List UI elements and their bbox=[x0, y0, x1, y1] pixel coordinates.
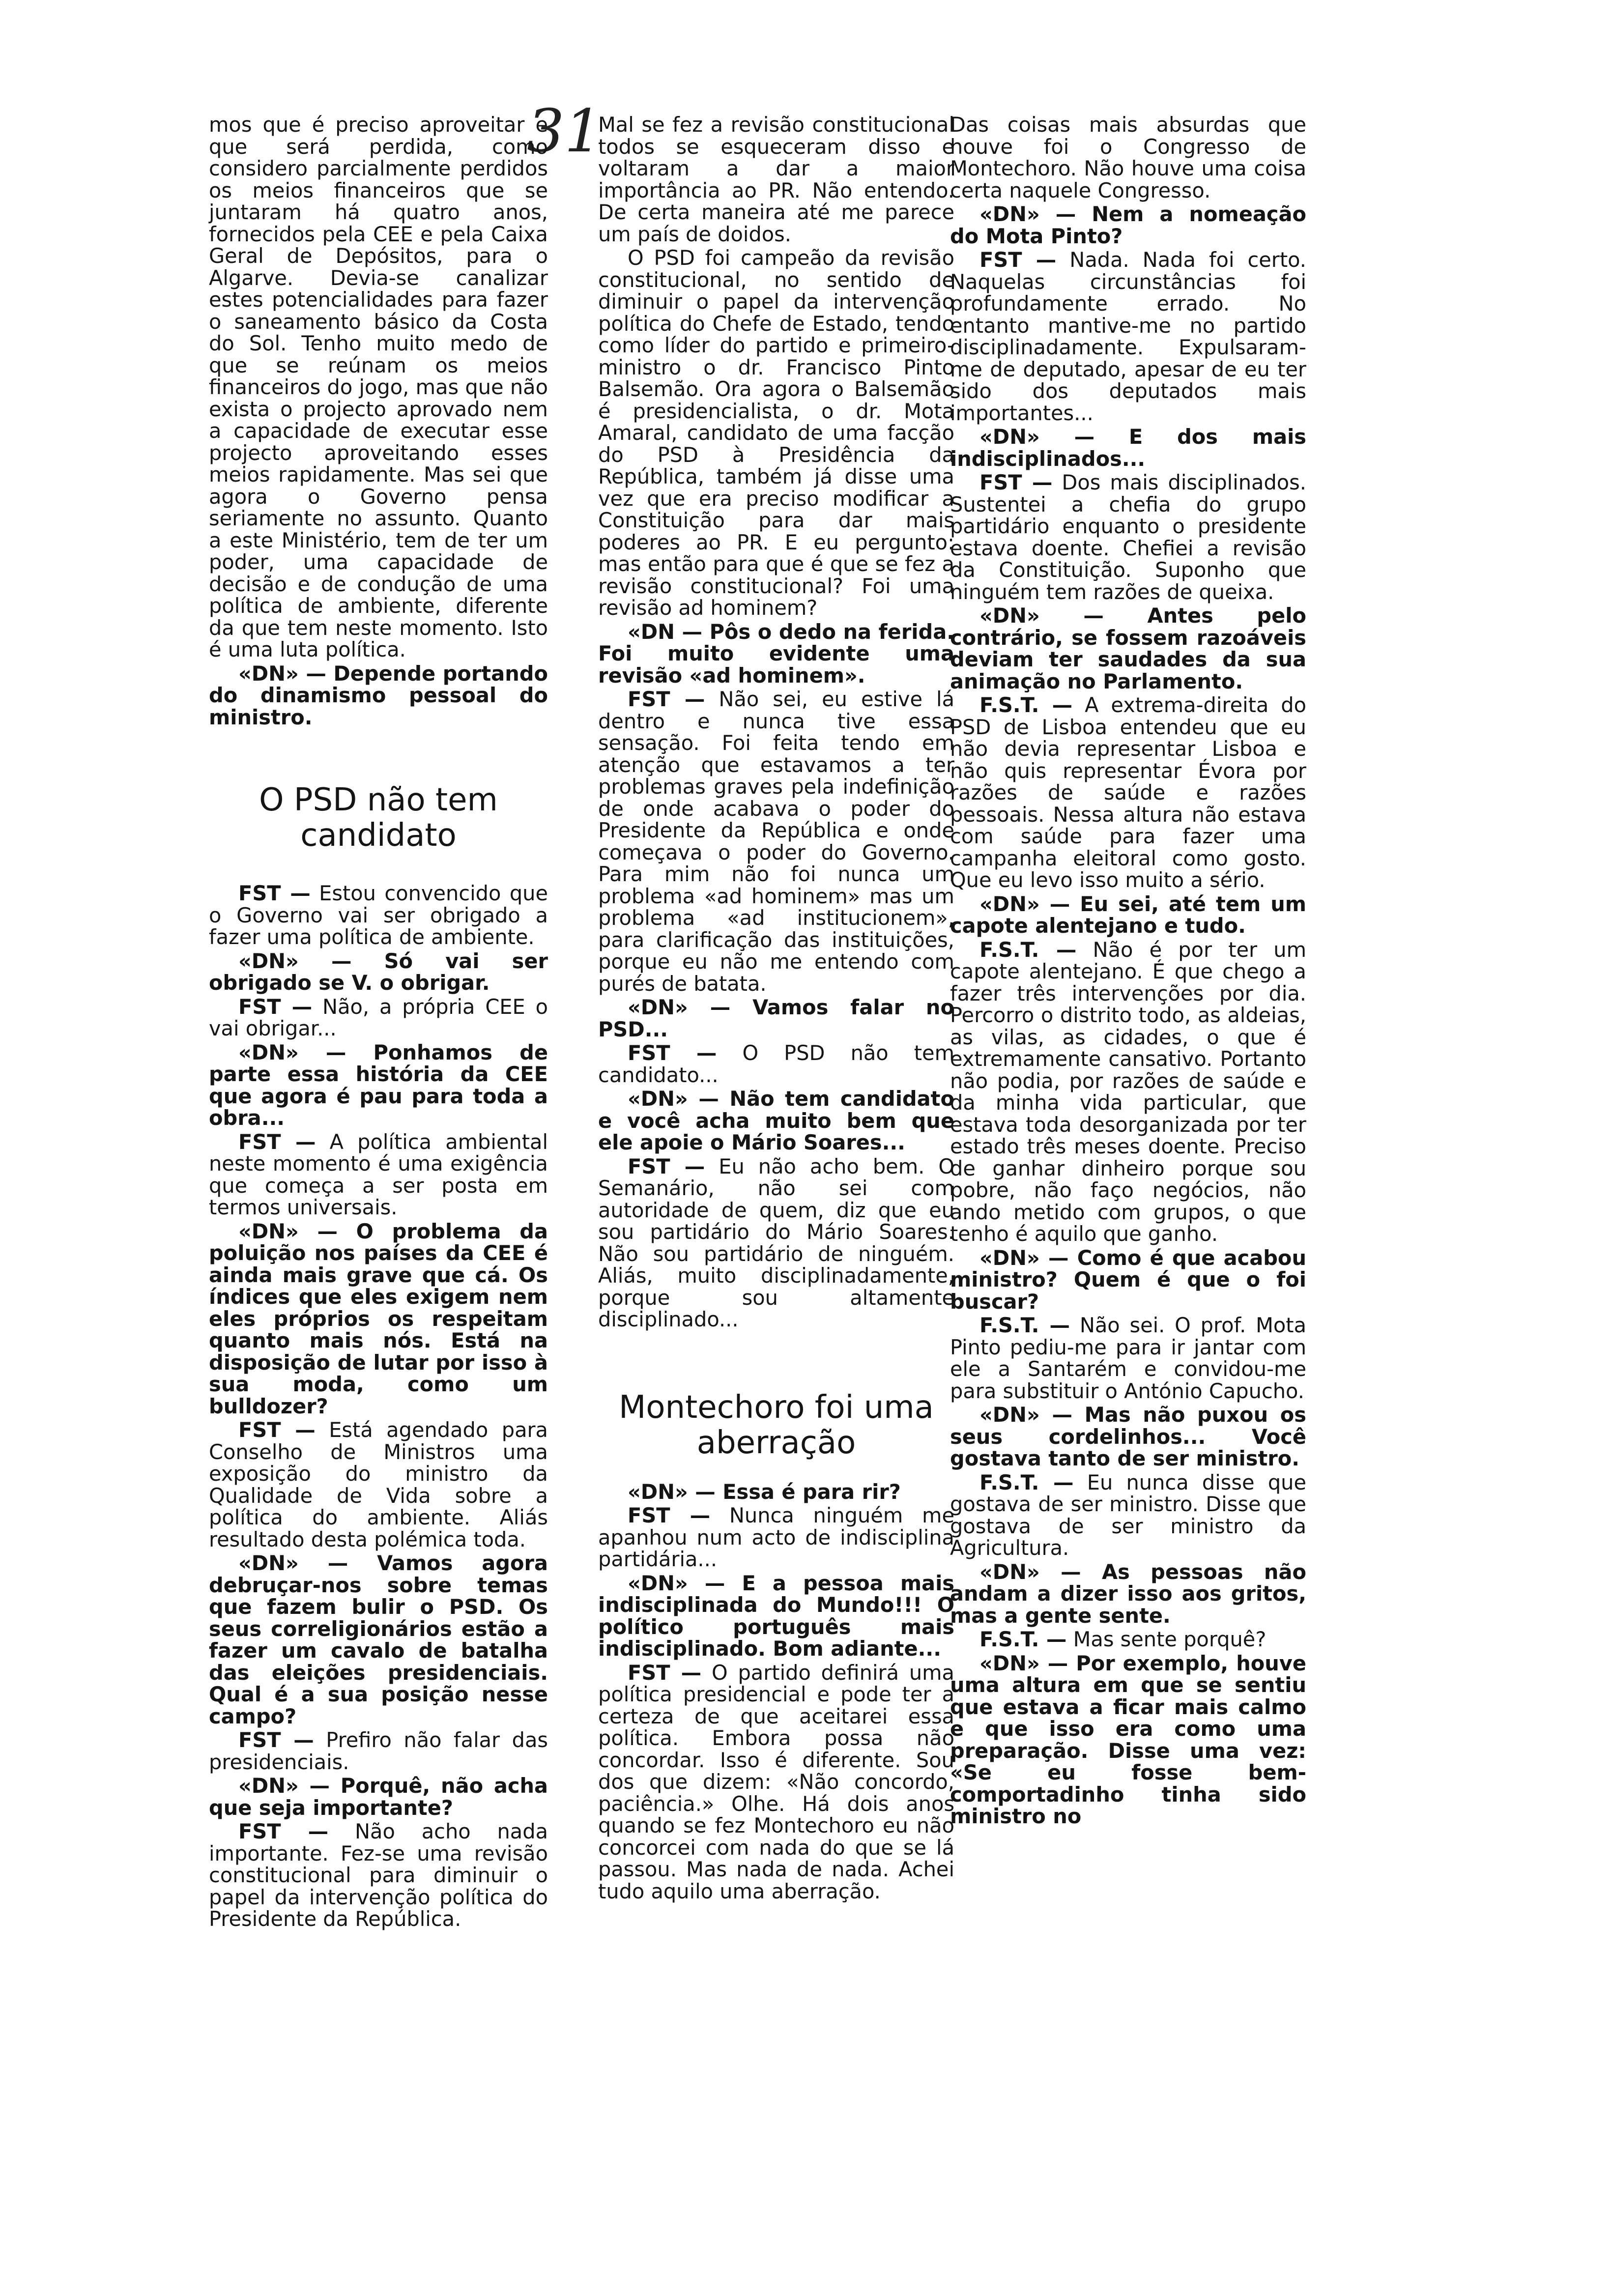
answer-text: Eu não acho bem. O Semanário, não sei com autoridade de quem, diz que eu sou partidário do Mário Soares. Não sou partidário de ninguém. Aliás, muito disciplinadamente, porque sou altamente disciplinado... bbox=[598, 1154, 954, 1331]
answer-text: Não sei. O prof. Mota Pinto pediu-me para ir jantar com ele a Santarém e convidou-me para substituir o António Capucho. bbox=[950, 1313, 1307, 1403]
interview-question: «DN» — Porquê, não acha que seja importante? bbox=[209, 1774, 548, 1820]
answer-text: Estou convencido que o Governo vai ser obrigado a fazer uma política de ambiente. bbox=[209, 881, 548, 949]
interview-question: «DN» — O problema da poluição nos países da CEE é ainda mais grave que cá. Os índices que eles exigem nem eles próprios os respeitam quanto mais nós. Está na disposição de lutar por isso à sua moda, como um bulldozer? bbox=[209, 1219, 548, 1418]
speaker-label: F.S.T. — bbox=[979, 1470, 1074, 1494]
interview-answer bbox=[950, 1315, 1306, 1402]
interview-answer bbox=[598, 1156, 954, 1331]
speaker-label: F.S.T. — bbox=[979, 1313, 1070, 1337]
speaker-label: FST — bbox=[238, 1418, 316, 1442]
interview-question: «DN — Pôs o dedo na ferida. Foi muito evidente uma revisão «ad hominem». bbox=[598, 619, 954, 688]
speaker-label: FST — bbox=[979, 470, 1053, 494]
answer-text: Nada. Nada foi certo. Naquelas circunstâncias foi profundamente errado. No entanto mantive-me no partido disciplinadamente. Expulsaram-me de deputado, apesar de eu ter sido dos deputados mais importantes... bbox=[950, 248, 1306, 425]
answer-text: Mas sente porquê? bbox=[1066, 1627, 1267, 1651]
page-number: 31 bbox=[527, 97, 602, 166]
interview-answer bbox=[950, 694, 1306, 891]
answer-text: Está agendado para Conselho de Ministros uma exposição do ministro da Qualidade de Vida sobre a política do ambiente. Aliás resultado desta polémica toda. bbox=[209, 1418, 548, 1551]
speaker-label: FST — bbox=[238, 1728, 314, 1752]
interview-question: «DN» — Eu sei, até tem um capote alentejano e tudo. bbox=[950, 891, 1306, 938]
body-paragraph: Das coisas mais absurdas que houve foi o Congresso de Montechoro. Não houve uma coisa certa naquele Congresso. bbox=[950, 113, 1306, 202]
speaker-label: FST — bbox=[238, 1129, 316, 1154]
answer-text: Não sei, eu estive lá dentro e nunca tive essa sensação. Foi feita tendo em atenção que estavamos a ter problemas graves pela indefinição de onde acabava o poder do Presidente da República e onde começava o poder do Governo. Para mim não foi nunca um problema «ad hominem» mas um problema «ad institucionem», para clarificação das instituições, porque eu não me entendo com purés de batata. bbox=[598, 687, 954, 996]
interview-question: «DN» — E a pessoa mais indisciplinada do Mundo!!! O político português mais indisciplinado. Bom adiante... bbox=[598, 1571, 954, 1661]
interview-answer bbox=[950, 1629, 1306, 1651]
interview-question: «DN» — Nem a nomeação do Mota Pinto? bbox=[950, 202, 1306, 248]
interview-answer bbox=[598, 689, 954, 995]
answer-text: Prefiro não falar das presidenciais. bbox=[209, 1728, 548, 1774]
interview-answer bbox=[950, 939, 1306, 1245]
article-column-2 bbox=[598, 114, 954, 1904]
speaker-label: FST — bbox=[628, 1660, 702, 1685]
answer-text: A extrema-direita do PSD de Lisboa entendeu que eu não devia representar Lisboa e não quis representar Évora por razões de saúde e razões pessoais. Nessa altura não estava com saúde para fazer uma campanha eleitoral como gosto. Que eu levo isso muito a sério. bbox=[950, 693, 1307, 892]
section-heading: Montechoro foi uma aberração bbox=[619, 1389, 934, 1461]
interview-question: «DN» — Depende portando do dinamismo pessoal do ministro. bbox=[209, 661, 548, 729]
interview-answer bbox=[209, 1729, 548, 1773]
answer-text: Dos mais disciplinados. Sustentei a chefia do grupo partidário enquanto o presidente estava doente. Chefiei a revisão da Constituição. Suponho que ninguém tem razões de queixa. bbox=[950, 470, 1306, 604]
speaker-label: FST — bbox=[238, 881, 311, 905]
speaker-label: FST — bbox=[238, 994, 313, 1019]
interview-question: «DN» — Ponhamos de parte essa história da CEE que agora é pau para toda a obra... bbox=[209, 1040, 548, 1130]
interview-answer bbox=[209, 883, 548, 948]
interview-answer bbox=[209, 1419, 548, 1550]
answer-text: O partido definirá uma política presidencial e pode ter a certeza de que aceitarei essa política. Embora possa não concordar. Isso é diferente. Sou dos que dizem: «Não concordo, paciência.» Olhe. Há dois anos quando se fez Montechoro eu não concorcei com nada do que se lá passou. Mas nada de nada. Achei tudo aquilo uma aberração. bbox=[598, 1660, 954, 1903]
interview-question: «DN» — Essa é para rir? bbox=[628, 1479, 901, 1504]
section-heading: O PSD não tem candidato bbox=[259, 782, 498, 854]
interview-question: «DN» — Mas não puxou os seus cordelinhos... Você gostava tanto de ser ministro. bbox=[950, 1403, 1306, 1470]
speaker-label: FST — bbox=[628, 1041, 717, 1065]
interview-question: «DN» — Como é que acabou ministro? Quem é que o foi buscar? bbox=[950, 1245, 1306, 1314]
interview-question: «DN» — Vamos agora debruçar-nos sobre temas que fazem bulir o PSD. Os seus correligionários estão a fazer um cavalo de batalha das eleições presidenciais. Qual é a sua posição nesse campo? bbox=[209, 1551, 548, 1728]
interview-question: «DN» — Não tem candidato e você acha muito bem que ele apoie o Mário Soares... bbox=[598, 1087, 954, 1154]
body-paragraph: mos que é preciso aproveitar e que será perdida, como considero parcialmente perdidos os meios financeiros que se juntaram há quatro anos, fornecidos pela CEE e pela Caixa Geral de Depósitos, para o Algarve. Devia-se canalizar estes potencialidades para fazer o saneamento básico da Costa do Sol. Tenho muito medo de que se reúnam os meios financeiros do jogo, mas que não exista o projecto aprovado nem a capacidade de executar esse projecto aproveitando esses meios rapidamente. Mas sei que agora o Governo pensa seriamente no assunto. Quanto a este Ministério, tem de ter um poder, uma capacidade de decisão e de condução de uma política de ambiente, diferente da que tem neste momento. Isto é uma luta política. bbox=[209, 113, 548, 661]
answer-text: A política ambiental neste momento é uma exigência que começa a ser posta em termos universais. bbox=[209, 1129, 548, 1219]
interview-answer bbox=[950, 1472, 1306, 1559]
interview-question: «DN» — Vamos falar no PSD... bbox=[598, 995, 954, 1041]
interview-question: «DN» — Antes pelo contrário, se fossem razoáveis deviam ter saudades da sua animação no Parlamento. bbox=[950, 603, 1306, 693]
interview-answer bbox=[950, 249, 1306, 424]
article-column-3 bbox=[950, 114, 1306, 1830]
speaker-label: F.S.T. — bbox=[979, 1627, 1067, 1651]
answer-text: Não acho nada importante. Fez-se uma revisão constitucional para diminuir o papel da intervenção política do Presidente da República. bbox=[209, 1819, 548, 1931]
speaker-label: F.S.T. — bbox=[979, 693, 1073, 717]
interview-answer bbox=[209, 1821, 548, 1930]
answer-text: O PSD não tem candidato... bbox=[598, 1041, 954, 1087]
interview-question: «DN» — Só vai ser obrigado se V. o obrigar. bbox=[209, 948, 548, 995]
speaker-label: F.S.T. — bbox=[979, 937, 1077, 962]
answer-text: Nunca ninguém me apanhou num acto de indisciplina partidária... bbox=[598, 1503, 954, 1571]
speaker-label: FST — bbox=[628, 1503, 711, 1527]
speaker-label: FST — bbox=[628, 687, 705, 711]
interview-answer bbox=[598, 1505, 954, 1571]
interview-answer bbox=[598, 1662, 954, 1903]
answer-text: Não é por ter um capote alentejano. É que chego a fazer três intervenções por dia. Percorro o distrito todo, as aldeias, as vilas, as cidades, o que é extremamente cansativo. Portanto não podia, por razões de saúde e da minha vida particular, que estava toda desorganizada por ter estado três meses doente. Preciso de ganhar dinheiro porque sou pobre, não faço negócios, não ando metido com grupos, o que tenho é aquilo que ganho. bbox=[950, 937, 1307, 1246]
body-paragraph: Mal se fez a revisão constitucional todos se esqueceram disso e voltaram a dar a maior importância ao PR. Não entendo. De certa maneira até me parece um país de doidos. bbox=[598, 113, 954, 246]
speaker-label: FST — bbox=[628, 1154, 705, 1178]
interview-answer bbox=[598, 1042, 954, 1086]
interview-question: «DN» — As pessoas não andam a dizer isso aos gritos, mas a gente sente. bbox=[950, 1559, 1306, 1628]
interview-question: «DN» — Por exemplo, houve uma altura em que se sentiu que estava a ficar mais calmo e que isso era como uma preparação. Disse uma vez: «Se eu fosse bem-comportadinho tinha sido ministro no bbox=[950, 1651, 1306, 1828]
speaker-label: FST — bbox=[979, 248, 1057, 272]
body-paragraph: O PSD foi campeão da revisão constitucional, no sentido de diminuir o papel da intervenção política do Chefe de Estado, tendo como líder do partido e primeiro-ministro o dr. Francisco Pinto Balsemão. Ora agora o Balsemão é presidencialista, o dr. Mota Amaral, candidato de uma facção do PSD à Presidência da República, também já disse uma vez que era preciso modificar a Constituição para dar mais poderes ao PR. E eu pergunto: mas então para que é que se fez a revisão constitucional? Foi uma revisão ad hominem? bbox=[598, 246, 954, 620]
interview-answer bbox=[950, 472, 1306, 603]
article-column-1 bbox=[209, 114, 548, 1932]
interview-question: «DN» — E dos mais indisciplinados... bbox=[950, 425, 1306, 471]
answer-text: Eu nunca disse que gostava de ser ministro. Disse que gostava de ser ministro da Agricultura. bbox=[950, 1470, 1307, 1560]
answer-text: Não, a própria CEE o vai obrigar... bbox=[209, 994, 548, 1040]
interview-answer bbox=[209, 1131, 548, 1219]
interview-answer bbox=[209, 996, 548, 1040]
speaker-label: FST — bbox=[238, 1819, 329, 1843]
